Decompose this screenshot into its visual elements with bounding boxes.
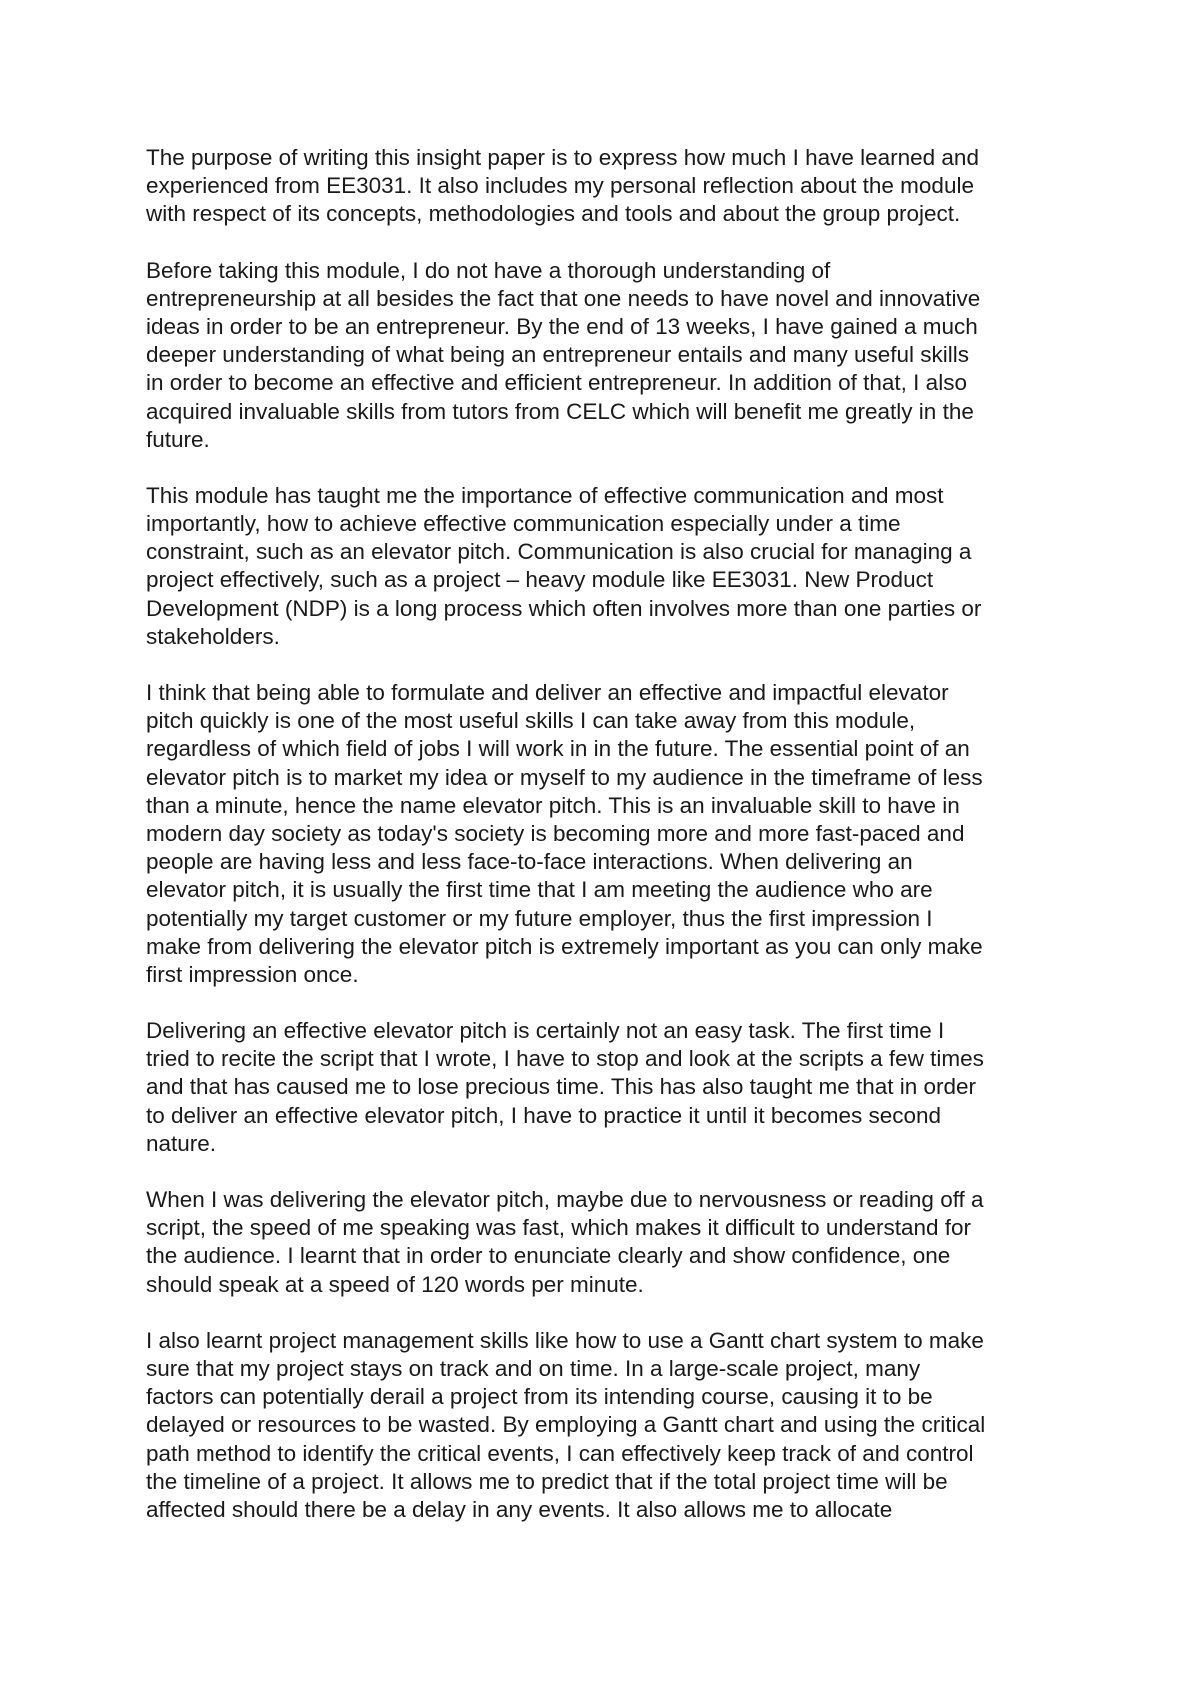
text-line: modern day society as today's society is becoming more and more fast-paced and — [146, 820, 965, 846]
text-line: factors can potentially derail a project from its intending course, causing it to be — [146, 1384, 933, 1410]
paragraph-3 — [146, 482, 1076, 651]
text-line: make from delivering the elevator pitch is extremely important as you can only make — [146, 933, 983, 959]
text-line: When I was delivering the elevator pitch, maybe due to nervousness or reading off a — [146, 1187, 984, 1212]
text-line: regardless of which field of jobs I will work in in the future. The essential point of an — [146, 736, 970, 762]
document-body — [146, 144, 1076, 1524]
text-line: people are having less and less face-to-face interactions. When delivering an — [146, 849, 913, 875]
text-line: ideas in order to be an entrepreneur. By the end of 13 weeks, I have gained a much — [146, 313, 978, 339]
text-line: acquired invaluable skills from tutors from CELC which will benefit me greatly in the — [146, 398, 974, 424]
text-line: with respect of its concepts, methodologies and tools and about the group project. — [146, 201, 961, 227]
text-line: the timeline of a project. It allows me to predict that if the total project time will be — [146, 1468, 948, 1494]
text-line: than a minute, hence the name elevator pitch. This is an invaluable skill to have in — [146, 792, 960, 818]
text-line: path method to identify the critical events, I can effectively keep track of and control — [146, 1440, 974, 1466]
paragraph-6 — [146, 1186, 1076, 1299]
text-line: deeper understanding of what being an entrepreneur entails and many useful skills — [146, 342, 970, 368]
text-line: Delivering an effective elevator pitch is certainly not an easy task. The first time I — [146, 1018, 945, 1044]
text-line: nature. — [146, 1130, 217, 1156]
text-line: future. — [146, 426, 210, 452]
text-line: importantly, how to achieve effective communication especially under a time — [146, 511, 901, 537]
paragraph-4 — [146, 679, 1076, 989]
text-line: project effectively, such as a project – heavy module like EE3031. New Product — [146, 567, 934, 593]
text-line: entrepreneurship at all besides the fact that one needs to have novel and innovative — [146, 285, 981, 311]
text-line: tried to recite the script that I wrote, I have to stop and look at the scripts a few times — [146, 1046, 984, 1072]
text-line: in order to become an effective and efficient entrepreneur. In addition of that, I also — [146, 370, 967, 396]
text-line: should speak at a speed of 120 words per minute. — [146, 1271, 644, 1297]
text-line: The purpose of writing this insight paper is to express how much I have learned and — [146, 145, 979, 170]
text-line: constraint, such as an elevator pitch. Communication is also crucial for managing a — [146, 539, 972, 565]
text-line: potentially my target customer or my future employer, thus the first impression I — [146, 905, 933, 931]
text-line: stakeholders. — [146, 623, 280, 649]
text-line: affected should there be a delay in any events. It also allows me to allocate — [146, 1496, 893, 1522]
text-line: I also learnt project management skills like how to use a Gantt chart system to make — [146, 1327, 984, 1353]
text-line: I think that being able to formulate and deliver an effective and impactful elevator — [146, 680, 949, 705]
text-line: delayed or resources to be wasted. By employing a Gantt chart and using the critical — [146, 1412, 986, 1438]
text-line: and that has caused me to lose precious time. This has also taught me that in order — [146, 1074, 977, 1100]
text-line: the audience. I learnt that in order to enunciate clearly and show confidence, one — [146, 1243, 951, 1269]
paragraph-1 — [146, 144, 1076, 229]
text-line: elevator pitch is to market my idea or myself to my audience in the timeframe of less — [146, 764, 983, 790]
text-line: first impression once. — [146, 961, 359, 987]
text-line: experienced from EE3031. It also includes my personal reflection about the module — [146, 173, 974, 199]
text-line: elevator pitch, it is usually the first time that I am meeting the audience who are — [146, 877, 933, 903]
text-line: sure that my project stays on track and on time. In a large-scale project, many — [146, 1355, 921, 1381]
text-line: This module has taught me the importance of effective communication and most — [146, 482, 944, 508]
text-line: Development (NDP) is a long process which often involves more than one parties or — [146, 595, 982, 621]
text-line: pitch quickly is one of the most useful skills I can take away from this module, — [146, 708, 916, 734]
text-line: to deliver an effective elevator pitch, I have to practice it until it becomes second — [146, 1102, 942, 1128]
text-line: Before taking this module, I do not have a thorough understanding of — [146, 257, 831, 283]
paragraph-2 — [146, 257, 1076, 454]
text-line: script, the speed of me speaking was fast, which makes it difficult to understand for — [146, 1215, 971, 1241]
paragraph-7 — [146, 1327, 1076, 1524]
paragraph-5 — [146, 1017, 1076, 1158]
